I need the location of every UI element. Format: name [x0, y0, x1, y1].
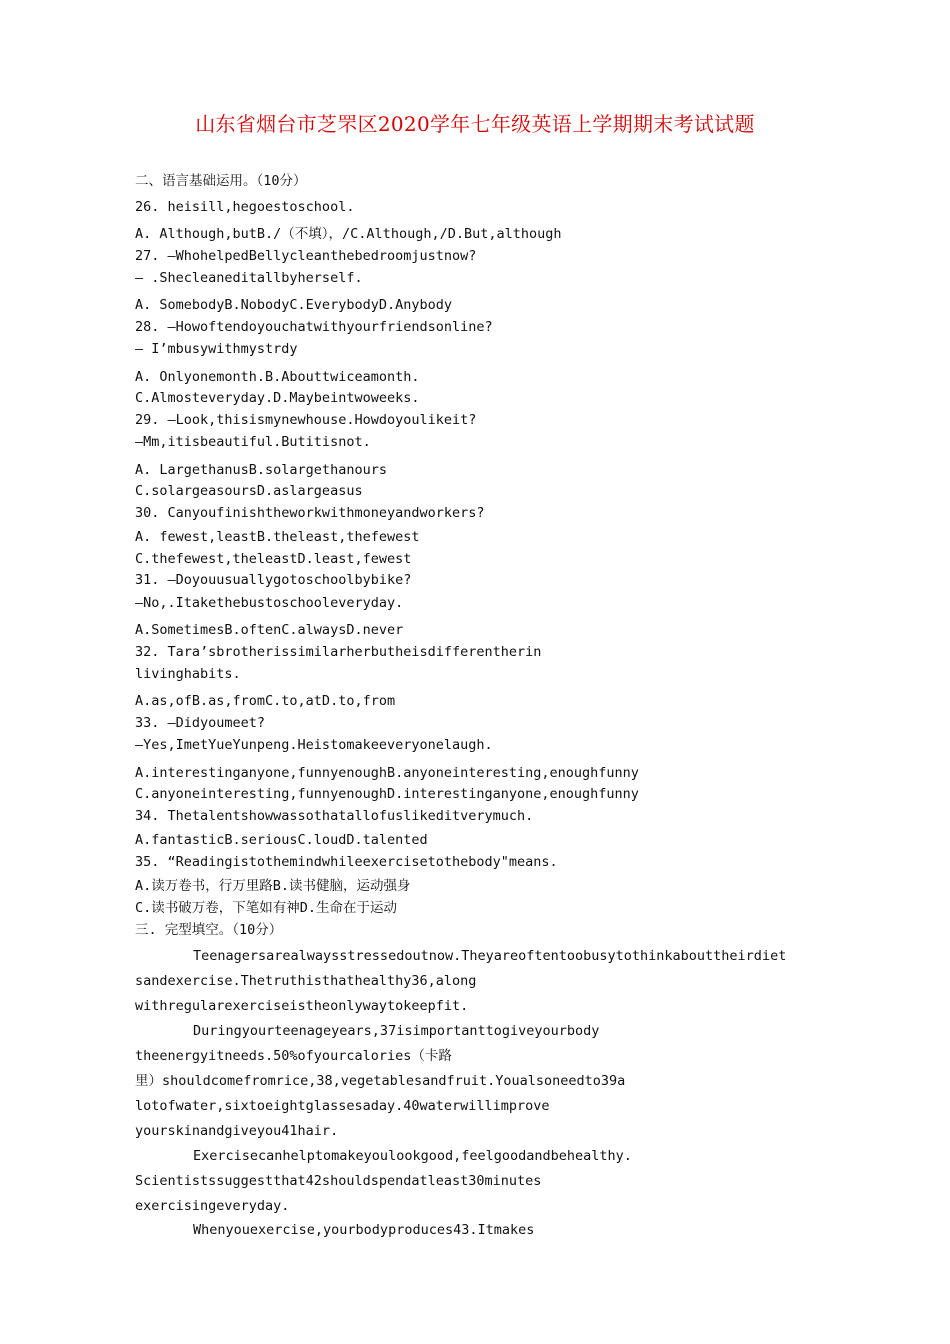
passage-line: theenergyitneeds.50%ofyourcalories（卡路 [135, 1048, 452, 1064]
passage-line: sandexercise.Thetruthisthathealthy36,along [135, 973, 477, 989]
passage-line: withregularexerciseistheonlywaytokeepfit. [135, 998, 469, 1014]
question-line: —Yes,ImetYueYunpeng.Heistomakeeveryonelaugh. [135, 737, 493, 753]
option-line: C.Almosteveryday.D.Maybeintwoweeks. [135, 390, 420, 406]
option-line: A. Although,butB./（不填），/C.Although,/D.But,although [135, 226, 562, 242]
option-line: A.fantasticB.seriousC.loudD.talented [135, 832, 428, 848]
section-heading: 二、语言基础运用。（10分） [135, 173, 307, 189]
option-line: C.thefewest,theleastD.least,fewest [135, 551, 412, 567]
option-line: A.as,ofB.as,fromC.to,atD.to,from [135, 693, 396, 709]
option-line: A.interestinganyone,funnyenoughB.anyoneinteresting,enoughfunny [135, 765, 639, 781]
passage-line: lotofwater,sixtoeightglassesaday.40waterwillimprove [135, 1098, 550, 1114]
question-line: 34. Thetalentshowwassothatallofuslikeditverymuch. [135, 808, 534, 824]
passage-line: Scientistssuggestthat42shouldspendatleast30minutes [135, 1173, 542, 1189]
question-line: —Mm,itisbeautiful.Butitisnot. [135, 434, 371, 450]
section-heading: 三. 完型填空。（10分） [135, 922, 283, 938]
option-line: A. Onlyonemonth.B.Abouttwiceamonth. [135, 369, 420, 385]
document-title: 山东省烟台市芝罘区2020学年七年级英语上学期期末考试试题 [195, 112, 755, 136]
option-line: A. LargethanusB.solargethanours [135, 462, 387, 478]
question-line: 26. heisill,hegoestoschool. [135, 199, 355, 215]
passage-line: yourskinandgiveyou41hair. [135, 1123, 339, 1139]
option-line: A. SomebodyB.NobodyC.EverybodyD.Anybody [135, 297, 452, 313]
question-line: 30. Canyoufinishtheworkwithmoneyandworkers? [135, 505, 485, 521]
question-line: —No,.Itakethebustoschooleveryday. [135, 595, 404, 611]
option-line: A.读万卷书，行万里路B.读书健脑，运动强身 [135, 878, 411, 894]
question-line: 27. —WhohelpedBellycleanthebedroomjustnow? [135, 248, 477, 264]
question-line: 32. Tara’sbrotherissimilarherbutheisdifferentherin [135, 644, 542, 660]
passage-line: Exercisecanhelptomakeyoulookgood,feelgoodandbehealthy. [193, 1148, 632, 1164]
passage-line: Duringyourteenageyears,37isimportanttogiveyourbody [193, 1023, 600, 1039]
passage-line: Teenagersarealwaysstressedoutnow.Theyareoftentoobusytothinkabouttheirdiet [193, 948, 787, 964]
option-line: C.读书破万卷，下笔如有神D.生命在于运动 [135, 900, 398, 916]
option-line: C.anyoneinteresting,funnyenoughD.interestinganyone,enoughfunny [135, 786, 639, 802]
option-line: C.solargeasoursD.aslargeasus [135, 483, 363, 499]
question-line: 31. —Doyouusuallygotoschoolbybike? [135, 572, 412, 588]
passage-line: exercisingeveryday. [135, 1198, 290, 1214]
option-line: A. fewest,leastB.theleast,thefewest [135, 529, 420, 545]
passage-line: Whenyouexercise,yourbodyproduces43.Itmakes [193, 1222, 535, 1238]
passage-line: 里）shouldcomefromrice,38,vegetablesandfruit.Youalsoneedto39a [135, 1073, 626, 1089]
question-line: — .Shecleaneditallbyherself. [135, 270, 363, 286]
question-line: 29. —Look,thisismynewhouse.Howdoyoulikeit? [135, 412, 477, 428]
option-line: A.SometimesB.oftenC.alwaysD.never [135, 622, 404, 638]
question-line: 33. —Didyoumeet? [135, 715, 266, 731]
question-line: 28. —Howoftendoyouchatwithyourfriendsonline? [135, 319, 493, 335]
question-line: livinghabits. [135, 666, 241, 682]
question-line: 35. “Readingistothemindwhileexercisetothebody"means. [135, 854, 558, 870]
question-line: — I’mbusywithmystrdy [135, 341, 298, 357]
